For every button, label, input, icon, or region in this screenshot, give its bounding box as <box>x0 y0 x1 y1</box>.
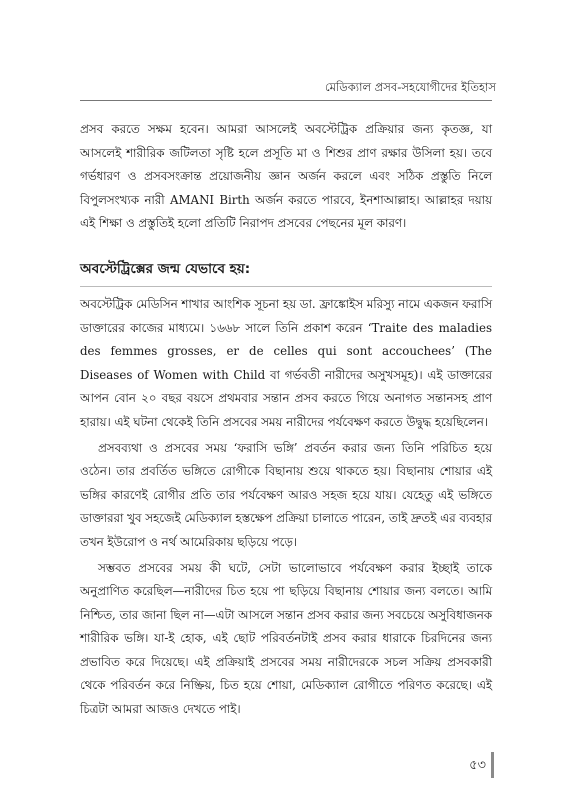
heading-divider <box>80 286 492 287</box>
section-heading: অবস্টেট্রিক্সের জন্ম যেভাবে হয়: <box>80 260 251 277</box>
page-body <box>80 118 492 722</box>
header-divider <box>80 100 492 101</box>
page-number: ৫৩ <box>469 758 486 773</box>
paragraph-observation: সম্ভবত প্রসবের সময় কী ঘটে, সেটা ভালোভাবে পর্যবেক্ষণ করার ইচ্ছাই তাকে অনুপ্রাণিত করেছিল—নারীদের চিত হয়ে পা ছড়িয়ে বিছানায় শোয়ার জন্য বলতে। আমি নিশ্চিত, তার জানা ছিল না—এটা আসলে সন্তান প্রসব করার জন্য সবচেয়ে অসুবিধাজনক শারীরিক ভঙ্গি। যা-ই হোক, এই ছোট পরিবর্তনটাই প্রসব করার ধারাকে চিরদিনের জন্য প্রভাবিত করে দিয়েছে। এই প্রক্রিয়াই প্রসবের সময় নারীদেরকে সচল সক্রিয় প্রসবকারী থেকে পরিবর্তন করে নিষ্ক্রিয়, চিত হয়ে শোয়া, মেডিক্যাল রোগীতে পরিণত করেছে। এই চিত্রটা আমরা আজও দেখতে পাই। <box>80 560 492 717</box>
page-number-bar <box>491 752 494 778</box>
paragraph-intro: প্রসব করতে সক্ষম হবেন। আমরা আসলেই অবস্টেট্রিক প্রক্রিয়ার জন্য কৃতজ্ঞ, যা আসলেই শারীরিক জটিলতা সৃষ্টি হলে প্রসূতি মা ও শিশুর প্রাণ রক্ষার উসিলা হয়। তবে গর্ভধারণ ও প্রসবসংক্রান্ত প্রয়োজনীয় জ্ঞান অর্জন করলে এবং সঠিক প্রস্তুতি নিলে বিপুলসংখ্যক নারী AMANI Birth অর্জন করতে পারবে, ইনশাআল্লাহ। আল্লাহর দয়ায় এই শিক্ষা ও প্রস্তুতিই হলো প্রতিটি নিরাপদ প্রসবের পেছনের মূল কারণ। <box>80 122 492 231</box>
running-header-title: মেডিক্যাল প্রসব-সহযোগীদের ইতিহাস <box>324 80 496 94</box>
paragraph-french-position: প্রসবব্যথা ও প্রসবের সময় ‘ফরাসি ভঙ্গি’ প্রবর্তন করার জন্য তিনি পরিচিত হয়ে ওঠেন। তার প্রবর্তিত ভঙ্গিতে রোগীকে বিছানায় শুয়ে থাকতে হয়। বিছানায় শোয়ার এই ভঙ্গির কারণেই রোগীর প্রতি তার পর্যবেক্ষণ আরও সহজ হয়ে যায়। যেহেতু এই ভঙ্গিতে ডাক্তাররা খুব সহজেই মেডিক্যাল হস্তক্ষেপ প্রক্রিয়া চালাতে পারেন, তাই দ্রুতই এর ব্যবহার তখন ইউরোপ ও নর্থ আমেরিকায় ছড়িয়ে পড়ে। <box>80 440 492 549</box>
paragraph-origin: অবস্টেট্রিক মেডিসিন শাখার আংশিক সূচনা হয় ডা. ফ্রাঙ্কোইস মরিস্যু নামে একজন ফরাসি ডাক্তারের কাজের মাধ্যমে। ১৬৬৮ সালে তিনি প্রকাশ করেন ‘Traite des maladies des femmes grosses, er de celles qui sont accouchees’ (The Diseases of Women with Child বা গর্ভবতী নারীদের অসুখসমূহ)। এই ডাক্তারের আপন বোন ২০ বছর বয়সে প্রথমবার সন্তান প্রসব করতে গিয়ে অনাগত সন্তানসহ প্রাণ হারায়। এই ঘটনা থেকেই তিনি প্রসবের সময় নারীদের পর্যবেক্ষণ করতে উদ্বুদ্ধ হয়েছিলেন। <box>80 296 492 429</box>
